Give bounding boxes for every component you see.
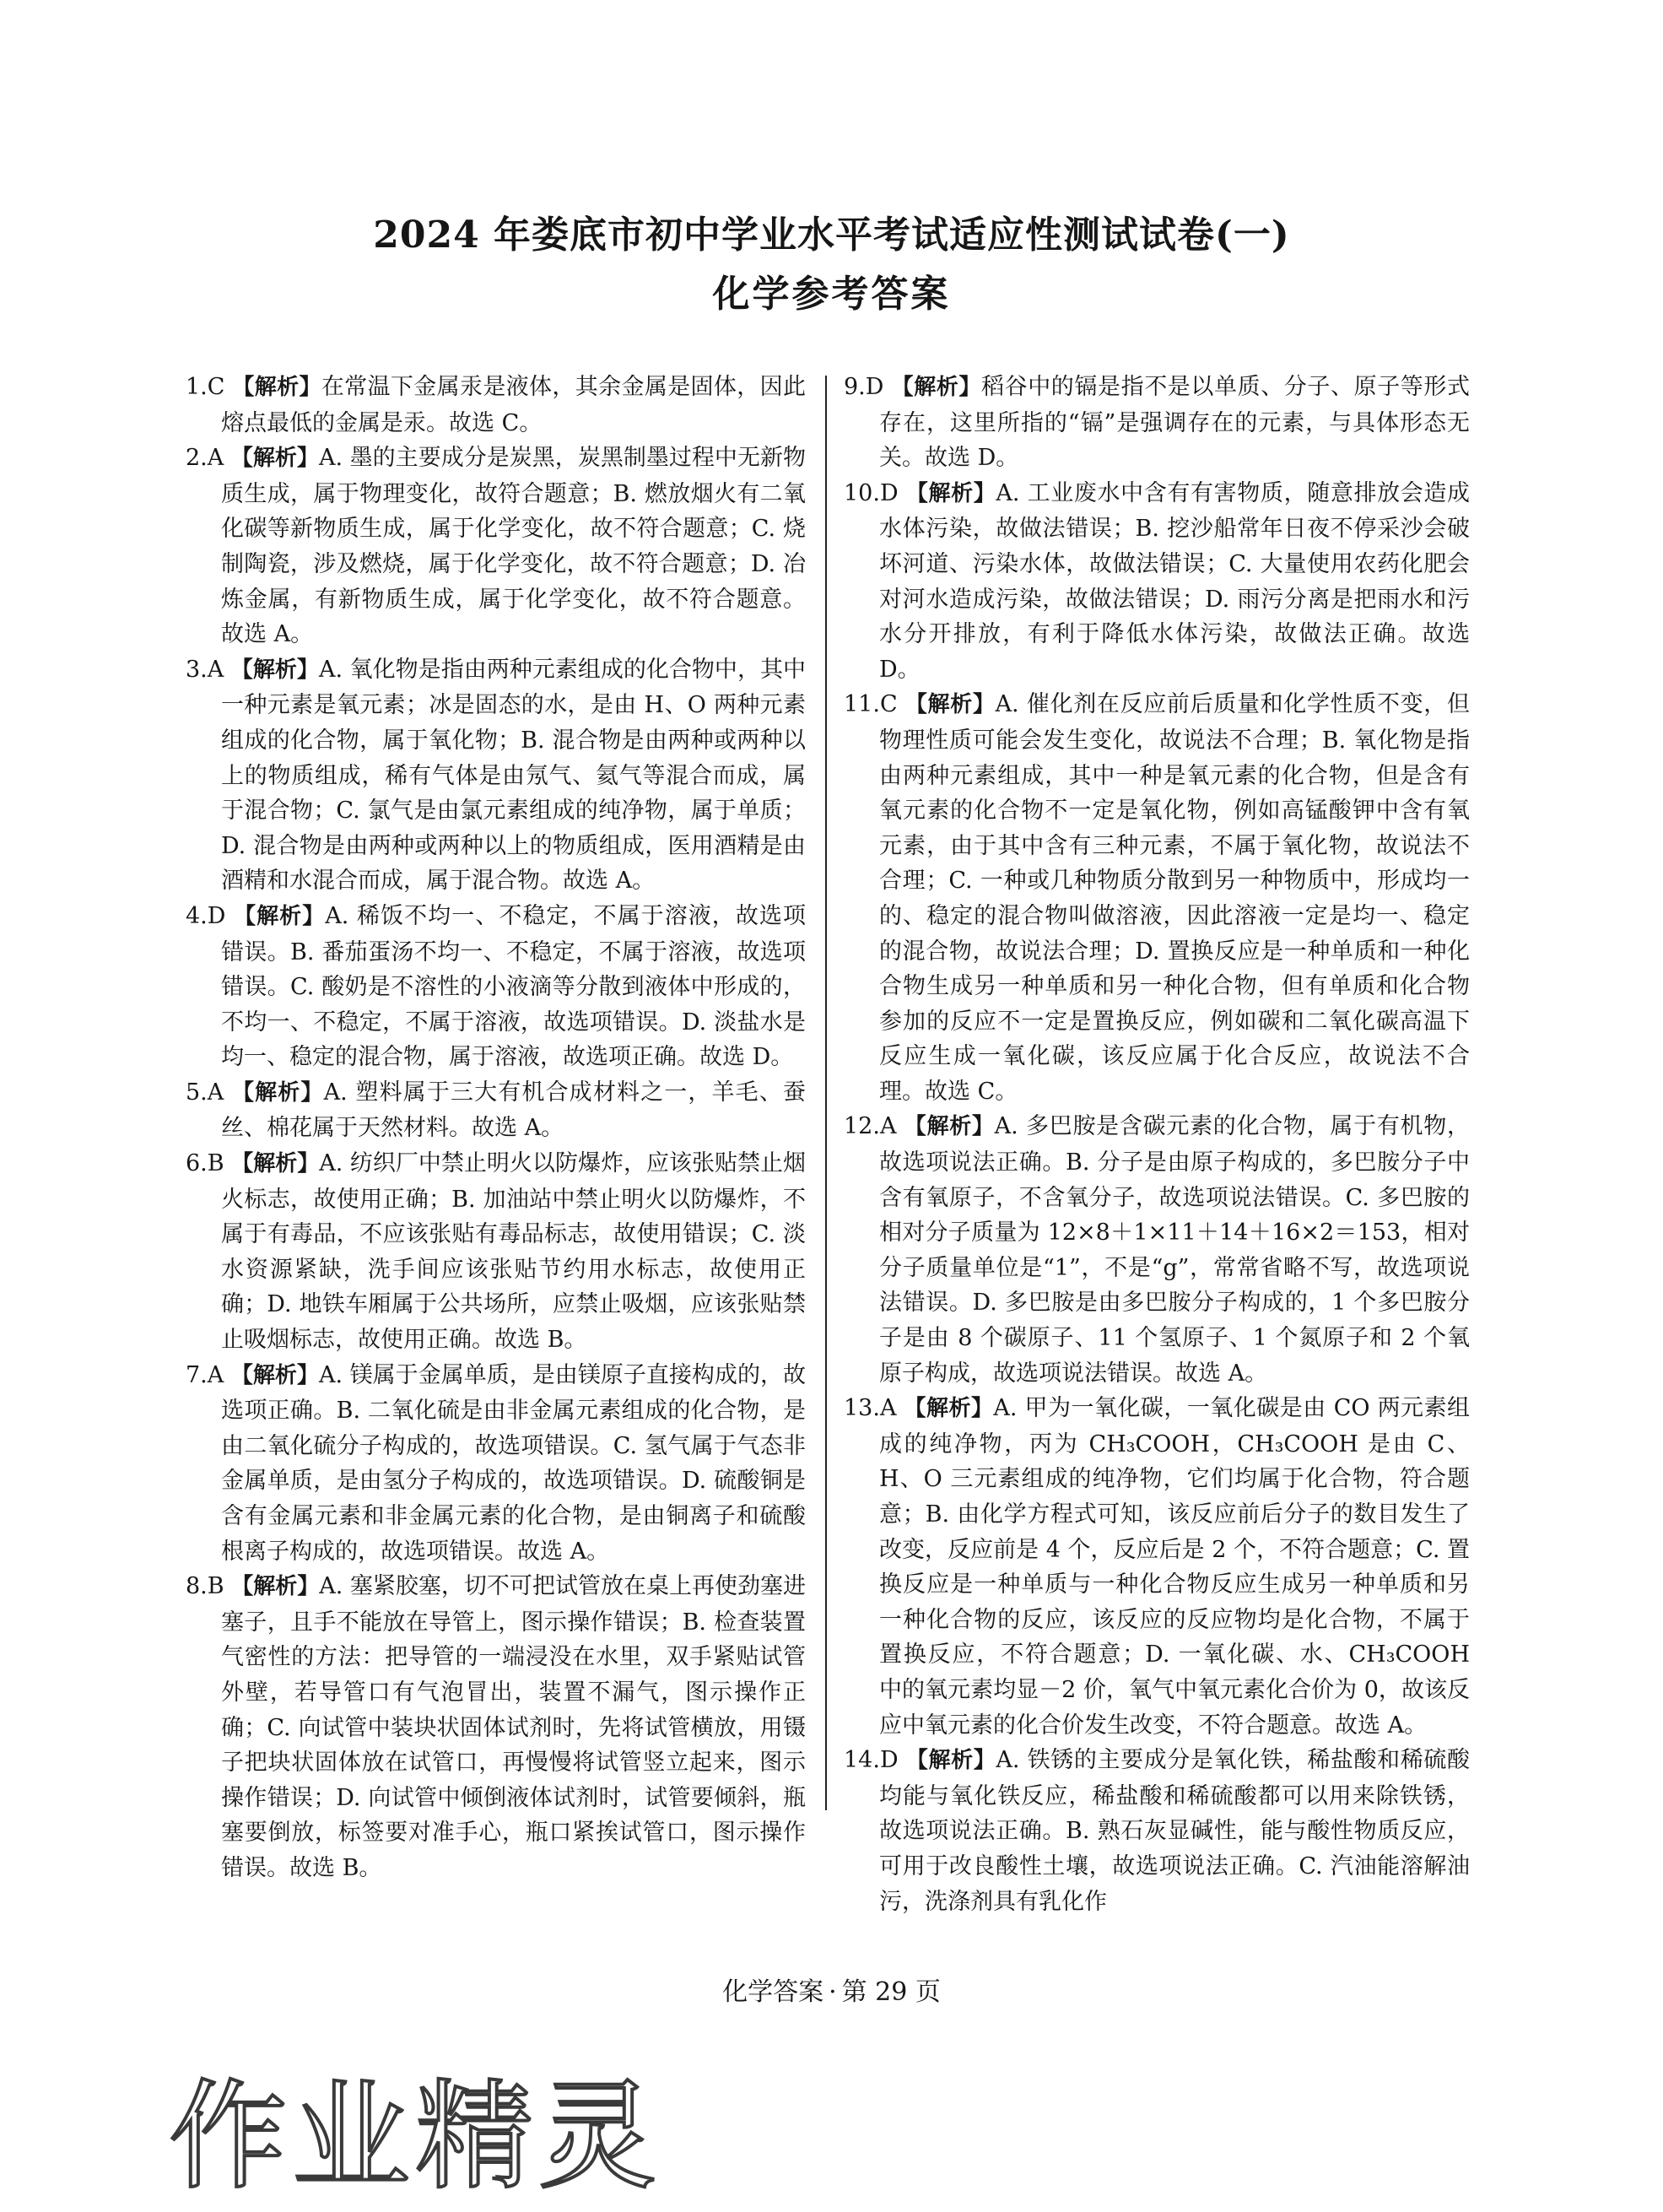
answer-text: A. 塞紧胶塞，切不可把试管放在桌上再使劲塞进塞子，且手不能放在导管上，图示操作错误；B. 检查装置气密性的方法：把导管的一端浸没在水里，双手紧贴试管外壁，若导管口有气泡冒出，装置不漏气，图示操作正确；C. 向试管中装块状固体试剂时，先将试管横放，用镊子把块状固体放在试管口，再慢慢将试管竖立起来，图示操作错误；D. 向试管中倾倒液体试剂时，试管要倾斜，瓶塞要倒放，标签要对准手心，瓶口紧挨试管口，图示操作错误。故选 B。: [221, 1573, 806, 1881]
answer-text: A. 甲为一氧化碳，一氧化碳是由 CO 两元素组成的纯净物，丙为 CH₃COOH，CH₃COOH 是由 C、H、O 三元素组成的纯净物，它们均属于化合物，符合题意；B. 由化学方程式可知，该反应前后分子的数目发生了改变，反应前是 4 个，反应后是 2 个，不符合题意；C. 置换反应是一种单质与一种化合物反应生成另一种单质和另一种化合物的反应，该反应的反应物均是化合物，不属于置换反应，不符合题意；D. 一氧化碳、水、CH₃COOH 中的氧元素均显－2 价，氧气中氧元素化合价为 0，故该反应中氧元素的化合价发生改变，不符合题意。故选 A。: [879, 1395, 1470, 1739]
analysis-tag: 【解析】: [230, 657, 319, 683]
answer-number: 13.A: [844, 1395, 897, 1422]
answer-number: 5.A: [186, 1079, 224, 1106]
analysis-tag: 【解析】: [232, 1079, 324, 1106]
answers-left-column: [186, 370, 806, 1886]
answer-item: [186, 1358, 806, 1570]
answer-number: 4.D: [186, 902, 226, 929]
answer-text: A. 氧化物是指由两种元素组成的化合物中，其中一种元素是氧元素；冰是固态的水，是由 H、O 两种元素组成的化合物，属于氧化物；B. 混合物是由两种或两种以上的物质组成，稀有气体是由氖气、氦气等混合而成，属于混合物；C. 氯气是由氯元素组成的纯净物，属于单质；D. 混合物是由两种或两种以上的物质组成，医用酒精是由酒精和水混合而成，属于混合物。故选 A。: [221, 656, 806, 895]
analysis-tag: 【解析】: [231, 1151, 320, 1177]
answer-item: [186, 370, 806, 441]
answer-item: [186, 1569, 806, 1885]
analysis-tag: 【解析】: [891, 375, 982, 400]
answer-item: [844, 1109, 1470, 1391]
answer-text: A. 纺织厂中禁止明火以防爆炸，应该张贴禁止烟火标志，故使用正确；B. 加油站中禁止明火以防爆炸，不属于有毒品，不应该张贴有毒品标志，故使用错误；C. 淡水资源紧缺，洗手间应该张贴节约用水标志，故使用正确；D. 地铁车厢属于公共场所，应禁止吸烟，应该张贴禁止吸烟标志，故使用正确。故选 B。: [221, 1150, 806, 1354]
answer-number: 6.B: [186, 1150, 224, 1177]
answer-text: A. 催化剂在反应前后质量和化学性质不变，但物理性质可能会发生变化，故说法不合理；B. 氧化物是指由两种元素组成，其中一种是氧元素的化合物，但是含有氧元素的化合物不一定是氧化物，例如高锰酸钾中含有氧元素，由于其中含有三种元素，不属于氧化物，故说法不合理；C. 一种或几种物质分散到另一种物质中，形成均一的、稳定的混合物叫做溶液，因此溶液一定是均一、稳定的混合物，故说法合理；D. 置换反应是一种单质和一种化合物生成另一种单质和另一种化合物，但有单质和化合物参加的反应不一定是置换反应，例如碳和二氧化碳高温下反应生成一氧化碳，该反应属于化合反应，故说法不合理。故选 C。: [879, 691, 1470, 1105]
answer-text: 稻谷中的镉是指不是以单质、分子、原子等形式存在，这里所指的“镉”是强调存在的元素，与具体形态无关。故选 D。: [879, 374, 1470, 472]
answer-text: A. 塑料属于三大有机合成材料之一，羊毛、蚕丝、棉花属于天然材料。故选 A。: [221, 1079, 806, 1142]
answer-item: [844, 1743, 1470, 1919]
answer-number: 11.C: [844, 691, 898, 718]
analysis-tag: 【解析】: [905, 480, 996, 506]
answer-item: [844, 687, 1470, 1109]
analysis-tag: 【解析】: [230, 1362, 319, 1388]
answer-number: 2.A: [186, 445, 224, 472]
watermark-logo: 作业精灵: [169, 2069, 662, 2206]
answer-text: 在常温下金属汞是液体，其余金属是固体，因此熔点最低的金属是汞。故选 C。: [221, 374, 806, 436]
page-title: 2024 年娄底市初中学业水平考试适应性测试试卷(一): [373, 214, 1290, 257]
column-divider: [825, 376, 827, 1810]
answer-item: [186, 441, 806, 652]
answer-number: 1.C: [186, 374, 225, 400]
answer-number: 12.A: [844, 1113, 897, 1140]
answers-right-column: [844, 370, 1470, 1919]
answer-item: [186, 1146, 806, 1358]
answer-item: [844, 370, 1470, 476]
answer-text: A. 稀饭不均一、不稳定，不属于溶液，故选项错误。B. 番茄蛋汤不均一、不稳定，不属于溶液，故选项错误。C. 酸奶是不溶性的小液滴等分散到液体中形成的，不均一、不稳定，不属于溶液，故选项错误。D. 淡盐水是均一、稳定的混合物，属于溶液，故选项正确。故选 D。: [221, 902, 806, 1071]
answer-item: [186, 1075, 806, 1146]
analysis-tag: 【解析】: [904, 1396, 994, 1422]
answer-item: [844, 1391, 1470, 1743]
footer-subject: 化学答案: [722, 1977, 824, 2007]
analysis-tag: 【解析】: [905, 1748, 996, 1774]
answer-number: 8.B: [186, 1573, 224, 1600]
page-footer: [0, 1971, 1663, 2008]
answer-number: 10.D: [844, 479, 899, 506]
answer-number: 14.D: [844, 1747, 899, 1774]
answer-text: A. 铁锈的主要成分是氧化铁，稀盐酸和稀硫酸均能与氧化铁反应，稀盐酸和稀硫酸都可以用来除铁锈，故选项说法正确。B. 熟石灰显碱性，能与酸性物质反应，可用于改良酸性土壤，故选项说法正确。C. 汽油能溶解油污，洗涤剂具有乳化作: [879, 1747, 1470, 1915]
analysis-tag: 【解析】: [234, 903, 326, 929]
page-subtitle: 化学参考答案: [712, 273, 951, 316]
answer-number: 7.A: [186, 1361, 224, 1388]
analysis-tag: 【解析】: [231, 1574, 320, 1600]
footer-page-number: 第 29 页: [841, 1977, 941, 2007]
answer-number: 3.A: [186, 656, 224, 683]
answer-number: 9.D: [844, 374, 884, 400]
answer-text: A. 多巴胺是含碳元素的化合物，属于有机物，故选项说法正确。B. 分子是由原子构成的，多巴胺分子中含有氧原子，不含氧分子，故选项说法错误。C. 多巴胺的相对分子质量为 12×8＋1×11＋14＋16×2＝153，相对分子质量单位是“1”，不是“g”，常常省略不写，故选项说法错误。D. 多巴胺是由多巴胺分子构成的，1 个多巴胺分子是由 8 个碳原子、11 个氢原子、1 个氮原子和 2 个氧原子构成，故选项说法错误。故选 A。: [879, 1113, 1470, 1387]
answer-text: A. 镁属于金属单质，是由镁原子直接构成的，故选项正确。B. 二氧化硫是由非金属元素组成的化合物，是由二氧化硫分子构成的，故选项错误。C. 氢气属于气态非金属单质，是由氢分子构成的，故选项错误。D. 硫酸铜是含有金属元素和非金属元素的化合物，是由铜离子和硫酸根离子构成的，故选项错误。故选 A。: [221, 1361, 806, 1565]
analysis-tag: 【解析】: [904, 692, 996, 718]
answer-text: A. 工业废水中含有有害物质，随意排放会造成水体污染，故做法错误；B. 挖沙船常年日夜不停采沙会破坏河道、污染水体，故做法错误；C. 大量使用农药化肥会对河水造成污染，故做法错误；D. 雨污分离是把雨水和污水分开排放，有利于降低水体污染，故做法正确。故选 D。: [879, 479, 1470, 683]
analysis-tag: 【解析】: [230, 446, 319, 472]
answer-item: [186, 652, 806, 899]
answer-text: A. 墨的主要成分是炭黑，炭黑制墨过程中无新物质生成，属于物理变化，故符合题意；B. 燃放烟火有二氧化碳等新物质生成，属于化学变化，故不符合题意；C. 烧制陶瓷，涉及燃烧，属于化学变化，故不符合题意；D. 冶炼金属，有新物质生成，属于化学变化，故不符合题意。故选 A。: [221, 445, 806, 648]
footer-dot: ·: [829, 1977, 837, 2007]
analysis-tag: 【解析】: [232, 375, 321, 400]
answer-item: [844, 476, 1470, 688]
title-block: [0, 209, 1663, 321]
analysis-tag: 【解析】: [904, 1114, 995, 1140]
answer-item: [186, 899, 806, 1075]
